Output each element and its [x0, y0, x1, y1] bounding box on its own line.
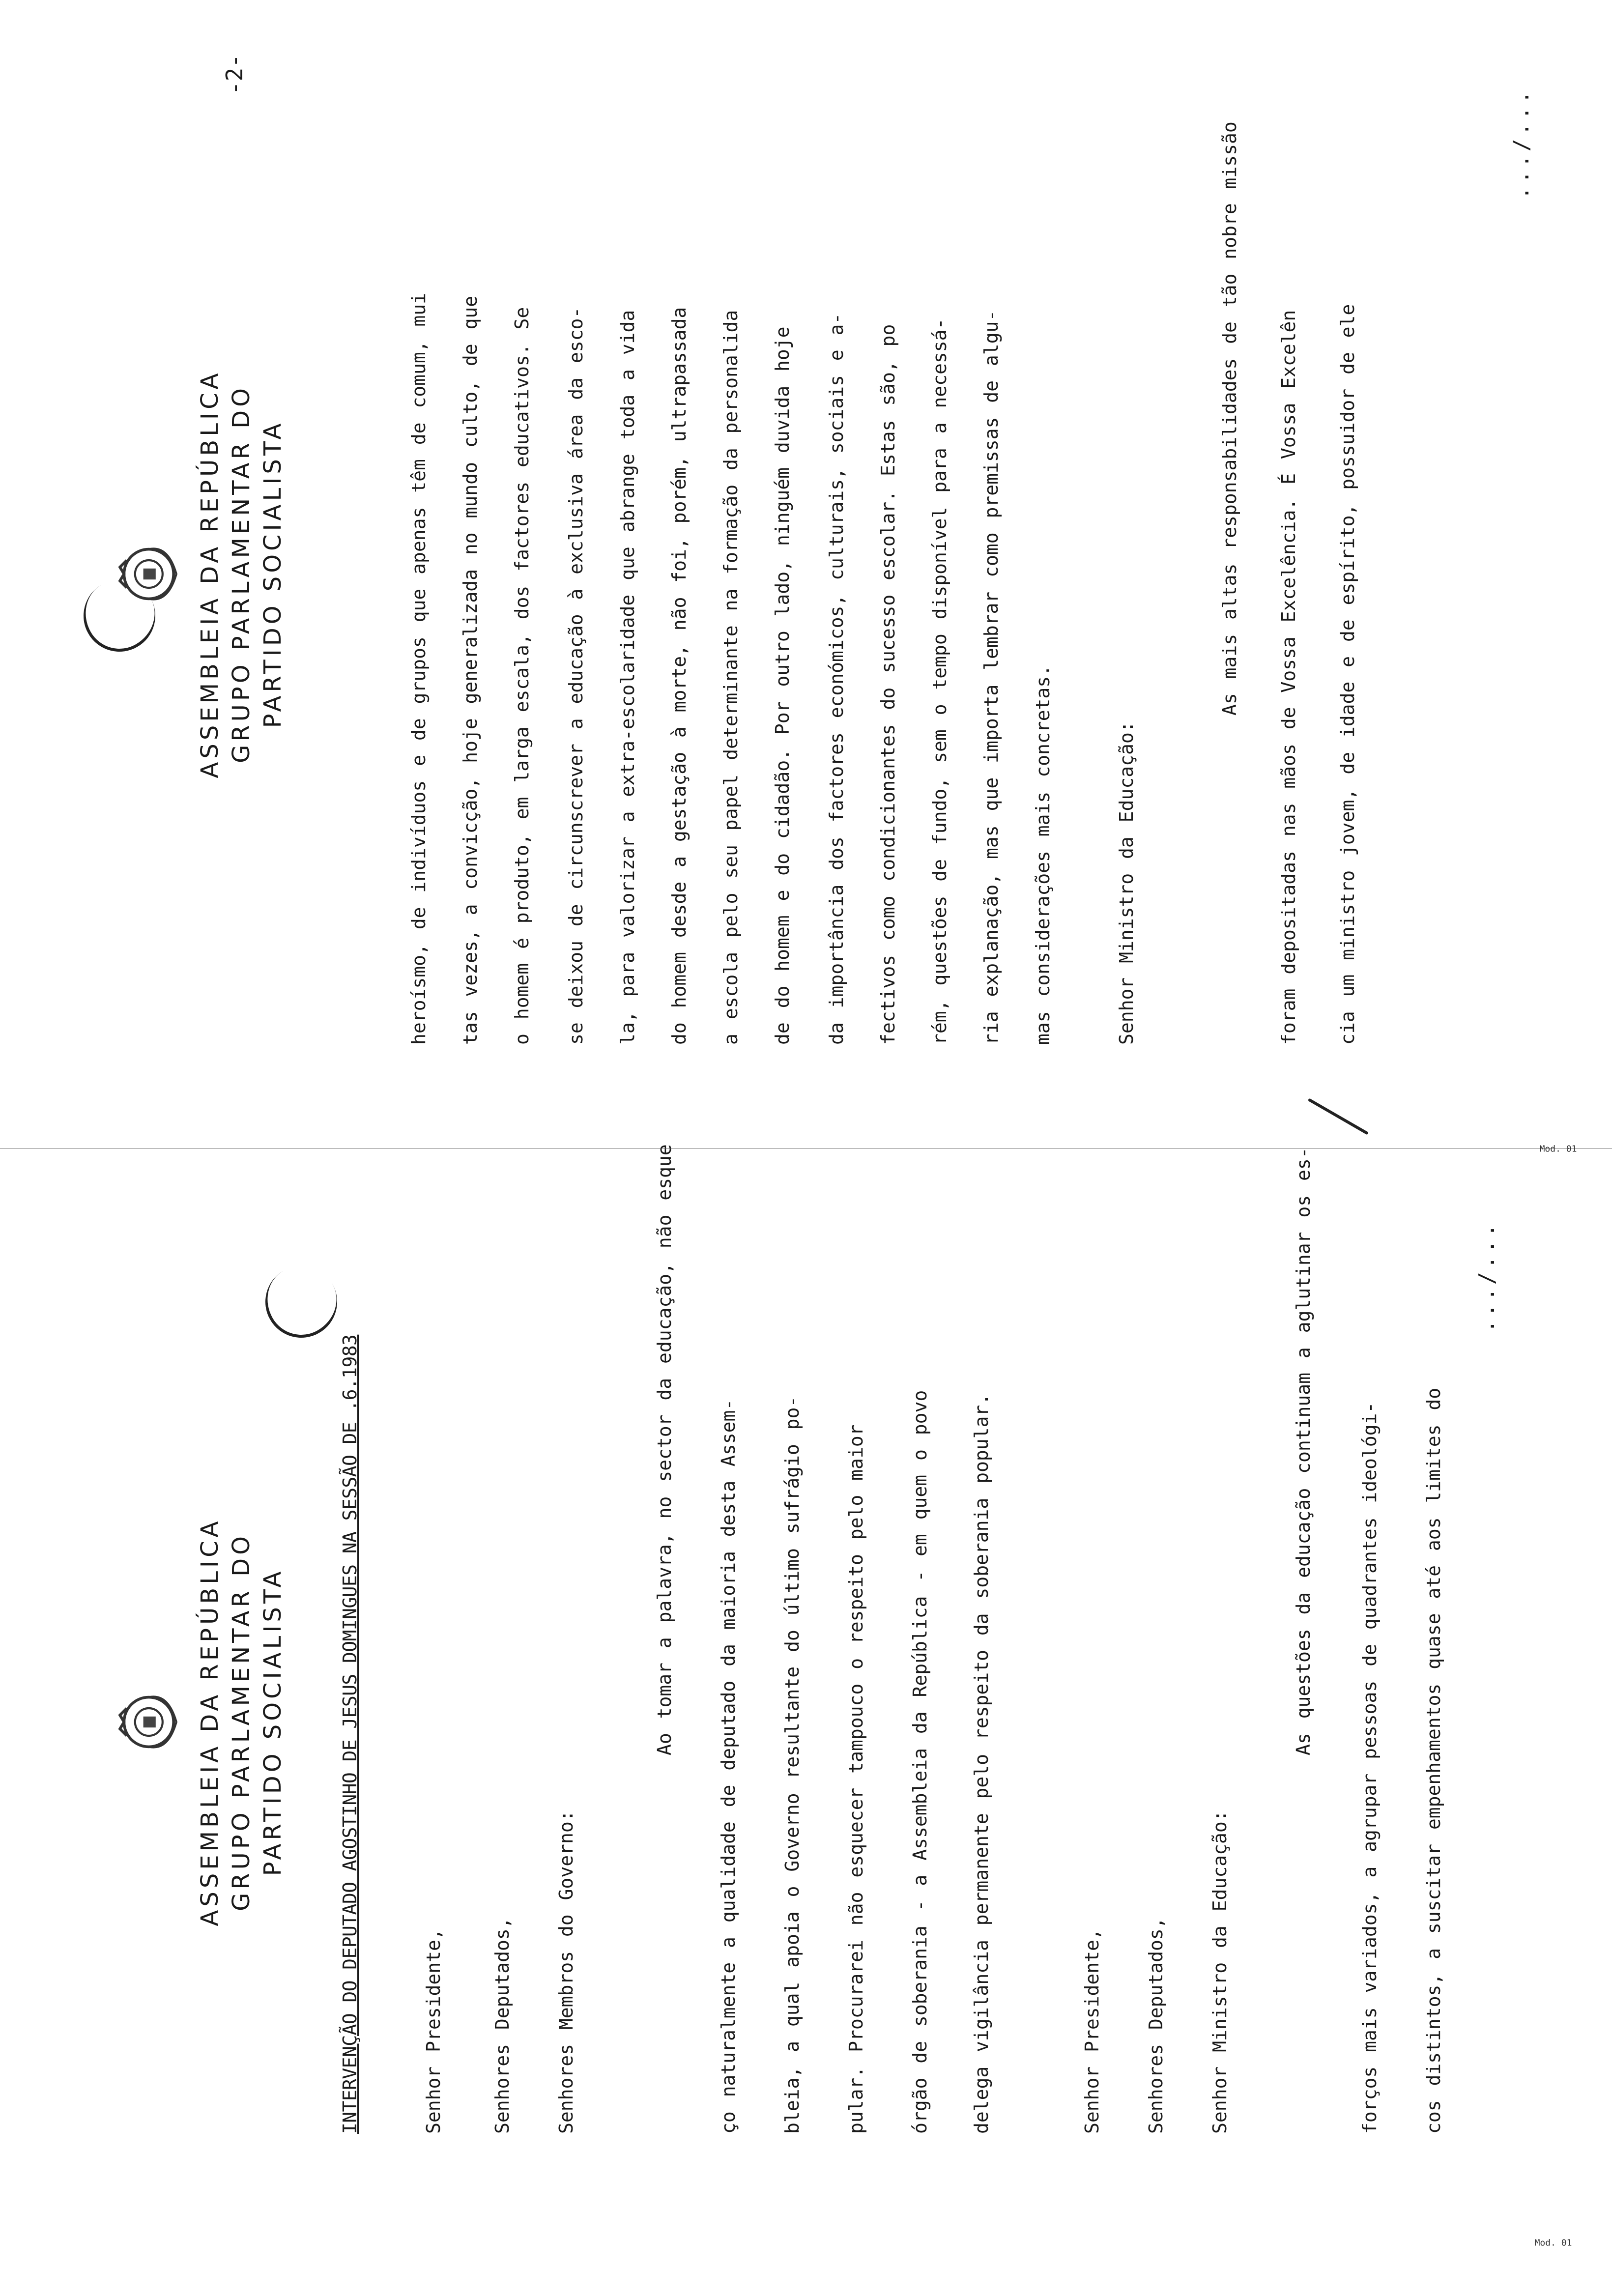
continuation-mark: .../... [1474, 1221, 1499, 1333]
paragraph-line: rém, questões de fundo, sem o tempo disponível para a necessá- [929, 318, 950, 1045]
paragraph-line: fectivos como condicionantes do sucesso escolar. Estas são, po [877, 324, 899, 1045]
letterhead-line-3: PARTIDO SOCIALISTA [259, 1568, 287, 1876]
parliament-emblem-icon [113, 1688, 182, 1756]
paragraph-line: heroísmo, de indivíduos e de grupos que apenas têm de comum, mui [408, 292, 430, 1045]
paragraph-line: ria explanação, mas que importa lembrar como premissas de algu- [980, 310, 1002, 1045]
paragraph-line: As questões da educação continuam a aglutinar os es- [1293, 1147, 1314, 1755]
paragraph-line: de do homem e do cidadão. Por outro lado, ninguém duvida hoje [772, 326, 793, 1045]
paragraph-line: do homem desde a gestação à morte, não foi, porém, ultrapassada [668, 307, 690, 1045]
salutation-deputies: Senhores Deputados, [491, 1917, 513, 2134]
paragraph-line: la, para valorizar a extra-escolaridade que abrange toda a vida [617, 310, 638, 1045]
form-code: Mod. 01 [1534, 2238, 1572, 2248]
salutation-minister: Senhor Ministro da Educação: [1209, 1810, 1231, 2134]
letterhead-line-1: ASSEMBLEIA DA REPÚBLICA [196, 370, 224, 778]
speech-title: INTERVENÇÃO DO DEPUTADO AGOSTINHO DE JESUS DOMINGUES NA SESSÃO DE .6.1983 [339, 1334, 361, 2134]
page-fold-divider [0, 1148, 1612, 1149]
paragraph-line: bleia, a qual apoia o Governo resultante do último sufrágio po- [781, 1396, 803, 2134]
letterhead-line-2: GRUPO PARLAMENTAR DO [228, 1533, 255, 1911]
paragraph-line: mas considerações mais concretas. [1032, 665, 1054, 1045]
paragraph-line: se deixou de circunscrever a educação à exclusiva área da esco- [565, 307, 587, 1045]
salutation-deputies: Senhores Deputados, [1145, 1917, 1167, 2134]
letterhead-line-1: ASSEMBLEIA DA REPÚBLICA [196, 1518, 224, 1926]
paragraph-line: foram depositadas nas mãos de Vossa Excelência. É Vossa Excelên [1278, 310, 1299, 1045]
continuation-mark: .../... [1509, 87, 1534, 200]
letterhead-line-2: GRUPO PARLAMENTAR DO [228, 385, 255, 763]
paragraph-line: Ao tomar a palavra, no sector da educação, não esque [654, 1144, 675, 1755]
salutation-minister: Senhor Ministro da Educação: [1116, 721, 1137, 1045]
paragraph-line: pular. Procurarei não esquecer tampouco o respeito pelo maior [845, 1424, 867, 2134]
paragraph-line: tas vezes, a convicção, hoje generalizada no mundo culto, de que [460, 295, 481, 1045]
form-code: Mod. 01 [1539, 1144, 1577, 1154]
salutation-president: Senhor Presidente, [423, 1928, 444, 2134]
page-number: -2- [221, 54, 248, 95]
paragraph-line: forços mais variados, a agrupar pessoas de quadrantes ideológi- [1359, 1402, 1381, 2134]
paragraph-line: delega vigilância permanente pelo respeito da soberania popular. [971, 1393, 992, 2134]
paragraph-line: As mais altas responsabilidades de tão nobre missão [1219, 121, 1240, 716]
paragraph-line: ço naturalmente a qualidade de deputado da maioria desta Assem- [718, 1399, 739, 2134]
paragraph-line: órgão de soberania - a Assembleia da República - em quem o povo [909, 1390, 931, 2134]
paragraph-line: o homem é produto, em larga escala, dos factores educativos. Se [511, 307, 533, 1045]
letterhead-line-3: PARTIDO SOCIALISTA [259, 420, 287, 728]
salutation-government: Senhores Membros do Governo: [555, 1810, 577, 2134]
paragraph-line: cia um ministro jovem, de idade e de espírito, possuidor de ele [1337, 304, 1358, 1045]
salutation-president: Senhor Presidente, [1081, 1928, 1103, 2134]
letterhead [194, 0, 288, 1148]
page-1 [0, 1144, 1612, 2296]
paragraph-line: cos distintos, a suscitar empenhamentos quase até aos limites do [1423, 1387, 1444, 2134]
paragraph-line: a escola pelo seu papel determinante na formação da personalida [720, 310, 742, 1045]
paragraph-line: da importância dos factores económicos, culturais, sociais e a- [826, 313, 847, 1045]
